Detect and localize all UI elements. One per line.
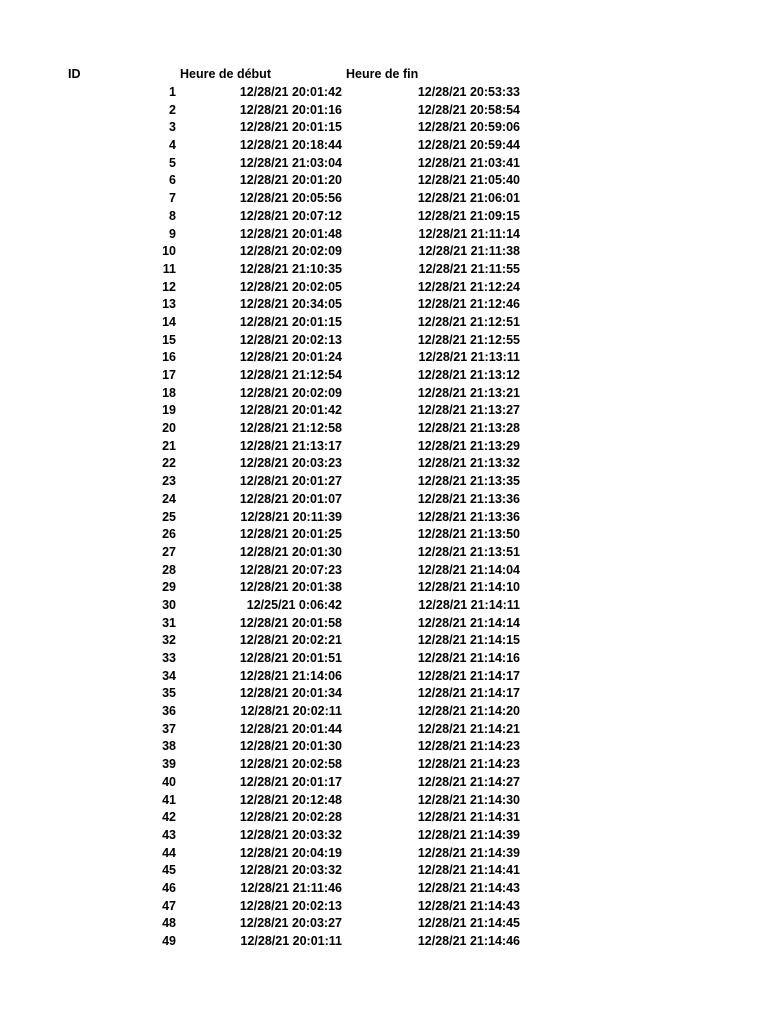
cell-start-time: 12/28/21 20:01:51 [239, 651, 342, 665]
table-row [0, 438, 768, 456]
cell-id: 24 [162, 491, 176, 506]
cell-id: 4 [169, 138, 176, 153]
cell-start-time: 12/28/21 20:03:23 [239, 456, 342, 471]
cell-id: 27 [162, 544, 176, 559]
table-row [0, 226, 768, 244]
table-row [0, 385, 768, 403]
cell-id: 38 [162, 739, 176, 754]
cell-id: 19 [162, 403, 176, 418]
cell-end-time: 12/28/21 20:59:44 [417, 138, 520, 153]
table-body [0, 84, 768, 951]
cell-end-time: 12/28/21 21:14:21 [417, 721, 520, 736]
table-row [0, 84, 768, 102]
cell-end-time: 12/28/21 21:14:43 [417, 880, 520, 895]
cell-id: 34 [162, 668, 176, 683]
cell-id: 49 [162, 934, 176, 948]
cell-start-time: 12/28/21 21:13:17 [239, 438, 342, 453]
cell-id: 35 [162, 686, 176, 701]
cell-end-time: 12/28/21 21:14:20 [417, 704, 520, 719]
cell-end-time: 12/28/21 21:13:12 [417, 368, 520, 382]
table-row [0, 367, 768, 385]
cell-start-time: 12/28/21 20:12:48 [239, 792, 342, 807]
cell-end-time: 12/28/21 21:14:39 [417, 827, 520, 842]
cell-end-time: 12/28/21 21:11:38 [418, 244, 520, 259]
cell-start-time: 12/28/21 20:01:07 [239, 491, 342, 506]
cell-end-time: 12/28/21 21:14:16 [417, 651, 520, 665]
cell-start-time: 12/28/21 20:11:39 [240, 509, 342, 524]
cell-id: 8 [169, 208, 176, 223]
cell-end-time: 12/28/21 21:14:04 [417, 562, 520, 577]
cell-start-time: 12/28/21 20:03:32 [239, 827, 342, 842]
table-row [0, 314, 768, 332]
cell-id: 13 [162, 297, 176, 312]
cell-id: 25 [162, 509, 176, 524]
table-row [0, 880, 768, 898]
table-row [0, 915, 768, 933]
table-row [0, 473, 768, 491]
cell-start-time: 12/28/21 21:10:35 [239, 261, 342, 276]
cell-start-time: 12/28/21 20:07:12 [239, 208, 342, 223]
table-row [0, 632, 768, 650]
cell-start-time: 12/28/21 20:01:44 [239, 721, 342, 736]
table-row [0, 491, 768, 509]
cell-start-time: 12/28/21 20:02:13 [239, 898, 342, 913]
cell-id: 42 [162, 810, 176, 825]
cell-end-time: 12/28/21 21:13:32 [417, 456, 520, 471]
table-row [0, 155, 768, 173]
cell-id: 36 [162, 704, 176, 719]
cell-start-time: 12/28/21 20:01:16 [239, 102, 342, 117]
cell-id: 33 [162, 651, 176, 665]
cell-start-time: 12/28/21 20:07:23 [239, 562, 342, 577]
cell-start-time: 12/28/21 20:02:05 [239, 279, 342, 294]
cell-start-time: 12/28/21 21:11:46 [240, 880, 342, 895]
cell-id: 7 [169, 191, 176, 206]
cell-end-time: 12/28/21 21:12:55 [417, 332, 520, 347]
table-row [0, 243, 768, 261]
cell-end-time: 12/28/21 21:13:36 [417, 509, 520, 524]
cell-start-time: 12/28/21 20:01:48 [239, 226, 342, 241]
cell-start-time: 12/28/21 21:12:54 [239, 368, 342, 382]
cell-start-time: 12/28/21 21:03:04 [239, 155, 342, 170]
cell-end-time: 12/28/21 21:11:55 [418, 261, 520, 276]
cell-end-time: 12/28/21 21:12:46 [417, 297, 520, 312]
cell-id: 6 [169, 173, 176, 188]
cell-start-time: 12/28/21 20:01:15 [239, 314, 342, 329]
cell-id: 45 [162, 863, 176, 878]
table-row [0, 420, 768, 438]
cell-start-time: 12/28/21 20:18:44 [239, 138, 342, 153]
table-row [0, 756, 768, 774]
table-row [0, 544, 768, 562]
table-row [0, 102, 768, 120]
cell-id: 29 [162, 580, 176, 595]
table-row [0, 349, 768, 367]
cell-start-time: 12/25/21 0:06:42 [246, 597, 342, 612]
column-header-end-time: Heure de fin [346, 67, 419, 81]
cell-end-time: 12/28/21 21:13:35 [417, 474, 520, 489]
column-header-id: ID [68, 67, 81, 81]
table-row [0, 562, 768, 580]
cell-id: 31 [162, 615, 176, 630]
cell-start-time: 12/28/21 20:01:25 [239, 527, 342, 542]
cell-id: 20 [162, 421, 176, 436]
cell-id: 11 [162, 261, 176, 276]
table-row [0, 296, 768, 314]
table-row [0, 650, 768, 668]
cell-end-time: 12/28/21 21:14:11 [418, 597, 520, 612]
table-row [0, 509, 768, 527]
table-row [0, 190, 768, 208]
cell-id: 23 [162, 474, 176, 489]
cell-start-time: 12/28/21 20:04:19 [239, 845, 342, 860]
cell-end-time: 12/28/21 20:53:33 [417, 85, 520, 99]
cell-id: 15 [162, 332, 176, 347]
cell-start-time: 12/28/21 20:01:34 [239, 686, 342, 701]
cell-end-time: 12/28/21 21:14:45 [417, 916, 520, 931]
cell-end-time: 12/28/21 21:13:21 [417, 385, 520, 400]
cell-start-time: 12/28/21 20:02:13 [239, 332, 342, 347]
cell-end-time: 12/28/21 21:14:23 [417, 739, 520, 754]
cell-end-time: 12/28/21 21:14:17 [417, 668, 520, 683]
table-row [0, 845, 768, 863]
cell-start-time: 12/28/21 20:01:58 [239, 615, 342, 630]
cell-start-time: 12/28/21 20:03:32 [239, 863, 342, 878]
table-row [0, 526, 768, 544]
cell-end-time: 12/28/21 21:14:10 [417, 580, 520, 595]
cell-end-time: 12/28/21 21:09:15 [417, 208, 520, 223]
cell-start-time: 12/28/21 20:01:38 [239, 580, 342, 595]
cell-end-time: 12/28/21 21:14:27 [417, 774, 520, 789]
table-row [0, 668, 768, 686]
cell-start-time: 12/28/21 20:05:56 [239, 191, 342, 206]
cell-id: 28 [162, 562, 176, 577]
table-row [0, 402, 768, 420]
cell-start-time: 12/28/21 20:01:20 [239, 173, 342, 188]
cell-id: 14 [162, 314, 176, 329]
cell-end-time: 12/28/21 21:14:23 [417, 757, 520, 772]
cell-id: 18 [162, 385, 176, 400]
cell-id: 9 [169, 226, 176, 241]
cell-start-time: 12/28/21 20:01:27 [239, 474, 342, 489]
table-row [0, 933, 768, 951]
table-row [0, 685, 768, 703]
cell-start-time: 12/28/21 20:01:17 [239, 774, 342, 789]
table-row [0, 261, 768, 279]
cell-id: 22 [162, 456, 176, 471]
cell-start-time: 12/28/21 20:02:09 [239, 385, 342, 400]
cell-id: 10 [162, 244, 176, 259]
cell-start-time: 12/28/21 21:14:06 [239, 668, 342, 683]
cell-id: 40 [162, 774, 176, 789]
cell-id: 43 [162, 827, 176, 842]
cell-end-time: 12/28/21 21:12:24 [417, 279, 520, 294]
cell-start-time: 12/28/21 20:03:27 [239, 916, 342, 931]
column-header-start-time: Heure de début [180, 67, 271, 81]
cell-start-time: 12/28/21 20:01:15 [239, 120, 342, 135]
cell-id: 32 [162, 633, 176, 648]
cell-end-time: 12/28/21 21:13:36 [417, 491, 520, 506]
cell-end-time: 12/28/21 21:14:30 [417, 792, 520, 807]
table-row [0, 809, 768, 827]
cell-end-time: 12/28/21 21:13:27 [417, 403, 520, 418]
cell-end-time: 12/28/21 21:14:39 [417, 845, 520, 860]
cell-id: 12 [162, 279, 176, 294]
table-row [0, 172, 768, 190]
cell-end-time: 12/28/21 21:14:15 [417, 633, 520, 648]
cell-end-time: 12/28/21 21:05:40 [417, 173, 520, 188]
cell-id: 3 [169, 120, 176, 135]
table-row [0, 738, 768, 756]
cell-end-time: 12/28/21 21:14:46 [417, 934, 520, 948]
cell-id: 41 [162, 792, 176, 807]
table-row [0, 615, 768, 633]
cell-end-time: 12/28/21 20:59:06 [417, 120, 520, 135]
cell-start-time: 12/28/21 21:12:58 [239, 421, 342, 436]
table-row [0, 862, 768, 880]
cell-start-time: 12/28/21 20:02:28 [239, 810, 342, 825]
table-row [0, 279, 768, 297]
cell-end-time: 12/28/21 21:13:11 [418, 350, 520, 365]
table-row [0, 774, 768, 792]
cell-id: 1 [169, 85, 176, 99]
cell-id: 17 [162, 368, 176, 382]
table-row [0, 597, 768, 615]
cell-end-time: 12/28/21 21:12:51 [417, 314, 520, 329]
cell-id: 21 [162, 438, 176, 453]
table-row [0, 721, 768, 739]
table-row [0, 792, 768, 810]
cell-start-time: 12/28/21 20:01:42 [239, 85, 342, 99]
cell-end-time: 12/28/21 21:14:31 [417, 810, 520, 825]
cell-end-time: 12/28/21 21:14:41 [417, 863, 520, 878]
cell-start-time: 12/28/21 20:01:30 [239, 544, 342, 559]
cell-start-time: 12/28/21 20:01:42 [239, 403, 342, 418]
table-row [0, 703, 768, 721]
cell-start-time: 12/28/21 20:01:30 [239, 739, 342, 754]
table-row [0, 579, 768, 597]
table-row [0, 827, 768, 845]
cell-end-time: 12/28/21 21:14:17 [417, 686, 520, 701]
cell-id: 39 [162, 757, 176, 772]
table-row [0, 137, 768, 155]
cell-start-time: 12/28/21 20:01:24 [239, 350, 342, 365]
cell-end-time: 12/28/21 20:58:54 [417, 102, 520, 117]
cell-end-time: 12/28/21 21:14:43 [417, 898, 520, 913]
cell-end-time: 12/28/21 21:13:29 [417, 438, 520, 453]
cell-id: 16 [162, 350, 176, 365]
cell-start-time: 12/28/21 20:34:05 [239, 297, 342, 312]
table-row [0, 208, 768, 226]
cell-end-time: 12/28/21 21:03:41 [417, 155, 520, 170]
cell-end-time: 12/28/21 21:11:14 [418, 226, 520, 241]
cell-end-time: 12/28/21 21:13:28 [417, 421, 520, 436]
cell-id: 44 [162, 845, 176, 860]
cell-id: 5 [169, 155, 176, 170]
cell-start-time: 12/28/21 20:02:21 [239, 633, 342, 648]
cell-id: 26 [162, 527, 176, 542]
table-row [0, 898, 768, 916]
cell-id: 47 [162, 898, 176, 913]
cell-end-time: 12/28/21 21:13:51 [417, 544, 520, 559]
cell-start-time: 12/28/21 20:02:11 [240, 704, 342, 719]
cell-id: 48 [162, 916, 176, 931]
cell-start-time: 12/28/21 20:02:09 [239, 244, 342, 259]
cell-id: 2 [169, 102, 176, 117]
table-row [0, 455, 768, 473]
table-row [0, 119, 768, 137]
cell-end-time: 12/28/21 21:13:50 [417, 527, 520, 542]
cell-start-time: 12/28/21 20:01:11 [240, 934, 342, 948]
cell-end-time: 12/28/21 21:06:01 [417, 191, 520, 206]
cell-start-time: 12/28/21 20:02:58 [239, 757, 342, 772]
cell-end-time: 12/28/21 21:14:14 [417, 615, 520, 630]
table-row [0, 332, 768, 350]
cell-id: 46 [162, 880, 176, 895]
cell-id: 37 [162, 721, 176, 736]
cell-id: 30 [162, 597, 176, 612]
